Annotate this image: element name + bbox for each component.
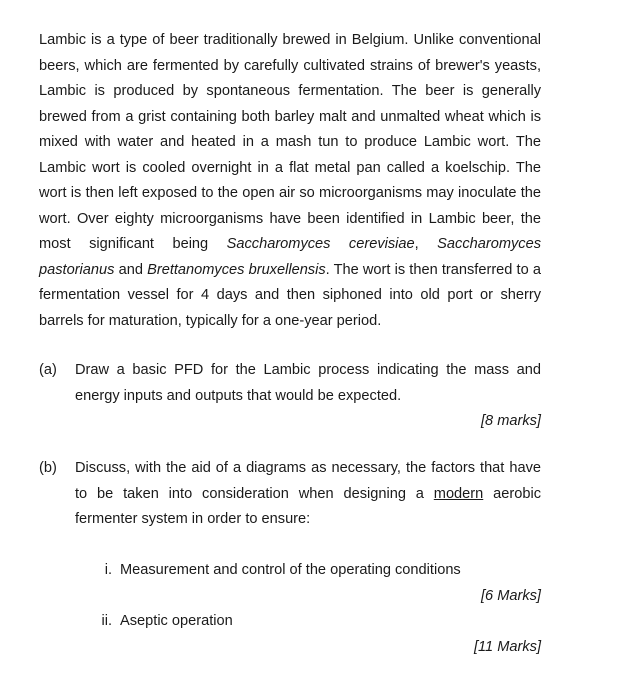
species-saccharomyces-cerevisiae: Saccharomyces cerevisiae <box>226 236 415 252</box>
question-b-text-after: aerobic fermenter system in order to ensure: <box>75 485 541 527</box>
question-b <box>39 456 541 533</box>
sub-item-i-text: Measurement and control of the operating conditions <box>120 562 461 578</box>
question-b-text-before: Discuss, with the aid of a diagrams as necessary, the factors that have to be taken into consideration when designing a <box>75 460 541 502</box>
sub-item-ii <box>89 609 233 635</box>
intro-separator-1: , <box>414 236 438 252</box>
sub-item-ii-marks: [11 Marks] <box>473 639 541 655</box>
question-a-label: (a) <box>39 362 57 378</box>
underlined-modern: modern <box>433 485 484 502</box>
sub-item-ii-text: Aseptic operation <box>120 613 233 629</box>
question-b-label: (b) <box>39 460 57 476</box>
document-page <box>39 28 541 655</box>
question-a <box>39 358 541 435</box>
species-brettanomyces-bruxellensis: Brettanomyces bruxellensis <box>147 261 326 278</box>
intro-text-part1: Lambic is a type of beer traditionally brewed in Belgium. Unlike conventional beers, which are fermented by carefully cultivated strains of brewer's yeasts, Lambic is produced by spontaneous fermentation. The beer is generally brewed from a grist containing both barley malt and unmalted wheat which is mixed with water and heated in a mash tun to produce Lambic wort. The Lambic wort is cooled overnight in a flat metal pan called a koelschip. The wort is then left exposed to the open air so microorganisms may inoculate the wort. Over eighty microorganisms have been identified in Lambic beer, the most significant being <box>39 32 541 252</box>
sub-item-ii-number: ii. <box>101 613 112 629</box>
sub-item-i-marks: [6 Marks] <box>480 588 541 604</box>
sub-item-i-number: i. <box>104 562 112 578</box>
intro-paragraph <box>39 28 541 334</box>
species-saccharomyces-pastorianus: Saccharomyces pastorianus <box>39 236 541 278</box>
intro-text-part2: . The wort is then transferred to a fermentation vessel for 4 days and then siphoned into old port or sherry barrels for maturation, typically for a one-year period. <box>39 261 541 329</box>
question-a-marks: [8 marks] <box>480 413 541 429</box>
intro-separator-2: and <box>114 261 148 278</box>
question-b-text <box>75 456 541 533</box>
sub-item-i <box>89 558 461 584</box>
question-a-text: Draw a basic PFD for the Lambic process indicating the mass and energy inputs and outputs that would be expected. <box>75 362 541 404</box>
